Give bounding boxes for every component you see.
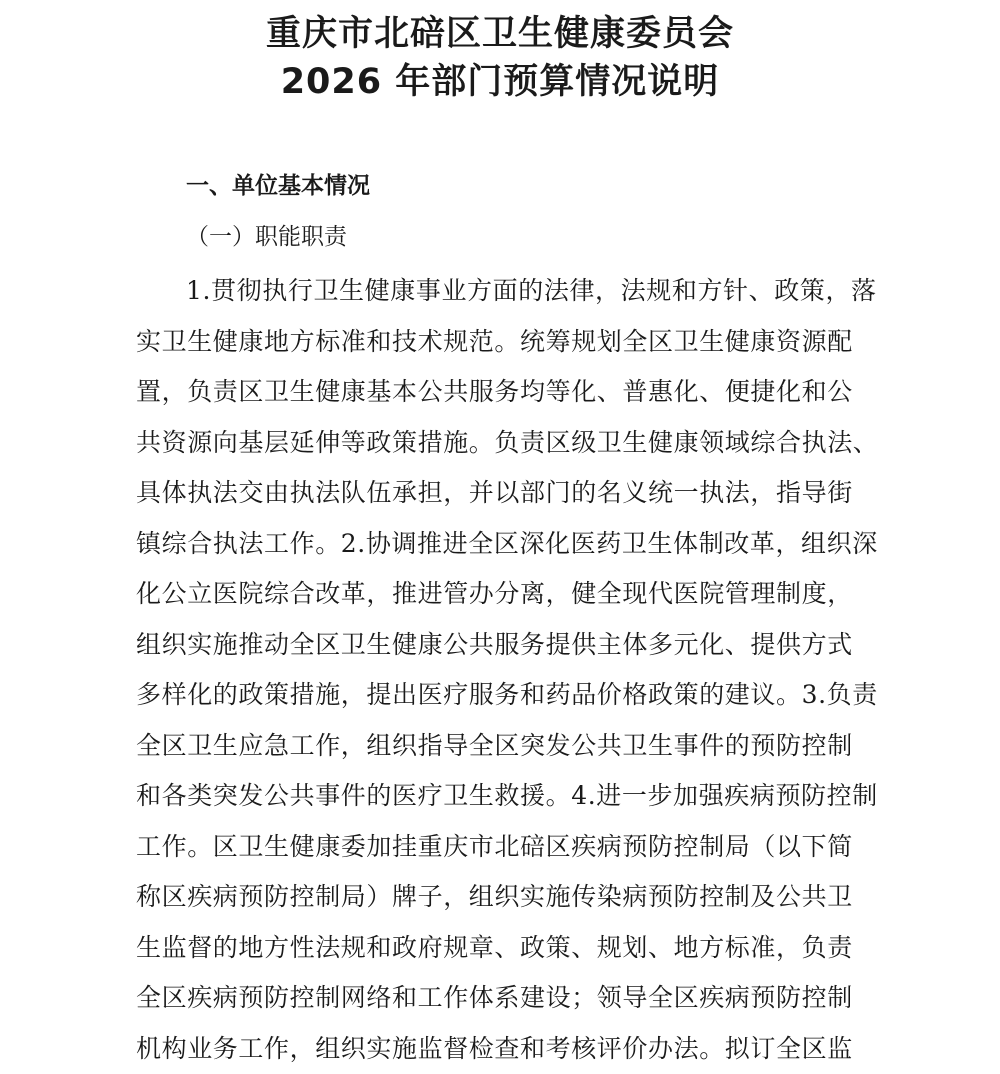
document-title-line-1: 重庆市北碚区卫生健康委员会 (0, 14, 1000, 54)
body-paragraph (136, 266, 896, 1074)
paragraph-line: 机构业务工作，组织实施监督检查和考核评价办法。拟订全区监 (136, 1024, 896, 1074)
paragraph-line: 和各类突发公共事件的医疗卫生救援。4.进一步加强疾病预防控制 (136, 771, 896, 822)
paragraph-line: 化公立医院综合改革，推进管办分离，健全现代医院管理制度， (136, 569, 896, 620)
paragraph-line: 全区卫生应急工作，组织指导全区突发公共卫生事件的预防控制 (136, 721, 896, 772)
section-heading: 一、单位基本情况 (186, 170, 370, 202)
paragraph-line: 生监督的地方性法规和政府规章、政策、规划、地方标准，负责 (136, 923, 896, 974)
paragraph-line: 称区疾病预防控制局）牌子，组织实施传染病预防控制及公共卫 (136, 872, 896, 923)
paragraph-line: 镇综合执法工作。2.协调推进全区深化医药卫生体制改革，组织深 (136, 519, 896, 570)
paragraph-line: 置，负责区卫生健康基本公共服务均等化、普惠化、便捷化和公 (136, 367, 896, 418)
paragraph-line: 工作。区卫生健康委加挂重庆市北碚区疾病预防控制局（以下简 (136, 822, 896, 873)
paragraph-line: 1.贯彻执行卫生健康事业方面的法律，法规和方针、政策，落 (136, 266, 896, 317)
subsection-heading: （一）职能职责 (186, 221, 347, 253)
paragraph-line: 组织实施推动全区卫生健康公共服务提供主体多元化、提供方式 (136, 620, 896, 671)
paragraph-line: 全区疾病预防控制网络和工作体系建设；领导全区疾病预防控制 (136, 973, 896, 1024)
document-title-line-2: 2026 年部门预算情况说明 (0, 62, 1000, 102)
paragraph-line: 多样化的政策措施，提出医疗服务和药品价格政策的建议。3.负责 (136, 670, 896, 721)
paragraph-line: 共资源向基层延伸等政策措施。负责区级卫生健康领域综合执法、 (136, 418, 896, 469)
paragraph-line: 实卫生健康地方标准和技术规范。统筹规划全区卫生健康资源配 (136, 317, 896, 368)
paragraph-line: 具体执法交由执法队伍承担，并以部门的名义统一执法，指导街 (136, 468, 896, 519)
